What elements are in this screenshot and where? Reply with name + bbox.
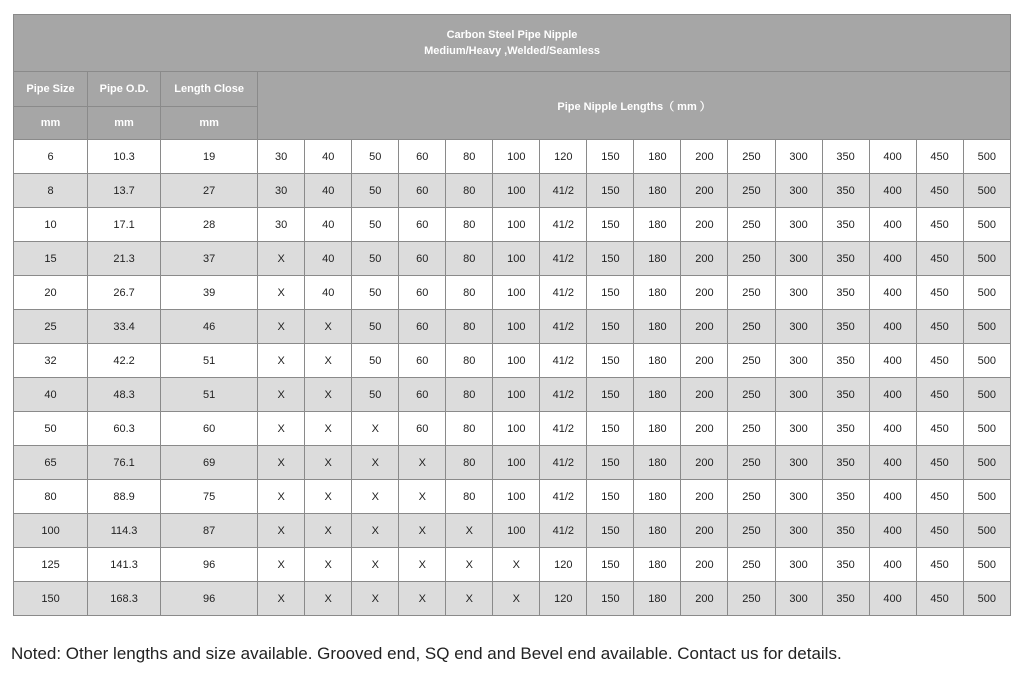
cell-nipple-length: 40: [305, 174, 352, 208]
cell-pipe-size: 8: [14, 174, 88, 208]
cell-nipple-length: 450: [916, 480, 963, 514]
cell-length-close: 69: [161, 446, 258, 480]
cell-nipple-length: 500: [963, 548, 1010, 582]
cell-nipple-length: 450: [916, 344, 963, 378]
cell-nipple-length: 300: [775, 548, 822, 582]
cell-length-close: 96: [161, 582, 258, 616]
cell-nipple-length: 450: [916, 514, 963, 548]
cell-nipple-length: 100: [493, 378, 540, 412]
cell-length-close: 75: [161, 480, 258, 514]
cell-nipple-length: 50: [352, 344, 399, 378]
cell-nipple-length: 400: [869, 446, 916, 480]
table-title-line2: Medium/Heavy ,Welded/Seamless: [424, 45, 600, 57]
cell-nipple-length: 30: [258, 208, 305, 242]
cell-nipple-length: X: [258, 242, 305, 276]
cell-nipple-length: X: [258, 548, 305, 582]
cell-nipple-length: 350: [822, 582, 869, 616]
cell-nipple-length: 450: [916, 276, 963, 310]
table-row: [14, 514, 1011, 548]
cell-nipple-length: 41/2: [540, 480, 587, 514]
table-title: [14, 15, 1011, 72]
cell-nipple-length: 450: [916, 310, 963, 344]
cell-nipple-length: 350: [822, 310, 869, 344]
cell-nipple-length: 80: [446, 242, 493, 276]
cell-nipple-length: 200: [681, 412, 728, 446]
cell-nipple-length: X: [305, 310, 352, 344]
cell-nipple-length: 350: [822, 548, 869, 582]
cell-nipple-length: 250: [728, 174, 775, 208]
cell-nipple-length: 500: [963, 480, 1010, 514]
cell-nipple-length: X: [446, 514, 493, 548]
cell-nipple-length: 300: [775, 378, 822, 412]
cell-nipple-length: X: [305, 446, 352, 480]
cell-nipple-length: 41/2: [540, 446, 587, 480]
cell-nipple-length: 60: [399, 140, 446, 174]
cell-nipple-length: 350: [822, 446, 869, 480]
cell-pipe-size: 80: [14, 480, 88, 514]
cell-nipple-length: 100: [493, 140, 540, 174]
col-header-pipe-size: Pipe Size: [14, 72, 88, 107]
cell-nipple-length: 120: [540, 582, 587, 616]
cell-nipple-length: 350: [822, 378, 869, 412]
cell-nipple-length: 180: [634, 582, 681, 616]
cell-nipple-length: 41/2: [540, 310, 587, 344]
cell-nipple-length: 500: [963, 242, 1010, 276]
cell-nipple-length: 200: [681, 514, 728, 548]
cell-nipple-length: 180: [634, 140, 681, 174]
cell-nipple-length: X: [493, 548, 540, 582]
cell-nipple-length: 450: [916, 140, 963, 174]
cell-nipple-length: 180: [634, 344, 681, 378]
cell-nipple-length: 200: [681, 242, 728, 276]
cell-nipple-length: 250: [728, 242, 775, 276]
cell-nipple-length: 80: [446, 378, 493, 412]
cell-nipple-length: 120: [540, 548, 587, 582]
cell-nipple-length: 200: [681, 140, 728, 174]
cell-pipe-size: 50: [14, 412, 88, 446]
cell-nipple-length: 50: [352, 140, 399, 174]
table-row: [14, 412, 1011, 446]
cell-nipple-length: 150: [587, 446, 634, 480]
cell-nipple-length: 40: [305, 242, 352, 276]
cell-nipple-length: 400: [869, 378, 916, 412]
cell-nipple-length: 80: [446, 174, 493, 208]
cell-nipple-length: 500: [963, 276, 1010, 310]
cell-pipe-od: 26.7: [88, 276, 161, 310]
cell-nipple-length: 400: [869, 242, 916, 276]
cell-nipple-length: X: [258, 480, 305, 514]
cell-nipple-length: 41/2: [540, 344, 587, 378]
cell-nipple-length: X: [352, 514, 399, 548]
cell-nipple-length: 150: [587, 480, 634, 514]
cell-pipe-size: 40: [14, 378, 88, 412]
cell-nipple-length: 500: [963, 174, 1010, 208]
cell-length-close: 60: [161, 412, 258, 446]
cell-nipple-length: 100: [493, 446, 540, 480]
cell-nipple-length: 250: [728, 548, 775, 582]
cell-nipple-length: 400: [869, 310, 916, 344]
cell-pipe-od: 17.1: [88, 208, 161, 242]
cell-nipple-length: 40: [305, 140, 352, 174]
cell-nipple-length: X: [258, 276, 305, 310]
unit-pipe-od: mm: [88, 107, 161, 140]
cell-nipple-length: 500: [963, 208, 1010, 242]
cell-nipple-length: 100: [493, 310, 540, 344]
cell-nipple-length: 150: [587, 140, 634, 174]
cell-nipple-length: 300: [775, 208, 822, 242]
cell-pipe-od: 21.3: [88, 242, 161, 276]
cell-nipple-length: 150: [587, 208, 634, 242]
cell-nipple-length: X: [352, 582, 399, 616]
table-row: [14, 310, 1011, 344]
cell-length-close: 28: [161, 208, 258, 242]
cell-nipple-length: 400: [869, 514, 916, 548]
table-row: [14, 548, 1011, 582]
cell-nipple-length: 250: [728, 208, 775, 242]
cell-pipe-size: 150: [14, 582, 88, 616]
cell-nipple-length: 100: [493, 174, 540, 208]
cell-pipe-od: 42.2: [88, 344, 161, 378]
cell-nipple-length: 100: [493, 412, 540, 446]
cell-pipe-od: 88.9: [88, 480, 161, 514]
cell-nipple-length: 400: [869, 344, 916, 378]
cell-nipple-length: X: [399, 548, 446, 582]
cell-nipple-length: 200: [681, 276, 728, 310]
cell-nipple-length: 41/2: [540, 174, 587, 208]
cell-nipple-length: 60: [399, 208, 446, 242]
cell-nipple-length: 300: [775, 514, 822, 548]
cell-nipple-length: X: [446, 582, 493, 616]
table-row: [14, 208, 1011, 242]
cell-nipple-length: 40: [305, 208, 352, 242]
col-header-length-close: Length Close: [161, 72, 258, 107]
cell-nipple-length: 450: [916, 378, 963, 412]
cell-nipple-length: 180: [634, 276, 681, 310]
table-row: [14, 140, 1011, 174]
cell-nipple-length: 80: [446, 412, 493, 446]
cell-nipple-length: 350: [822, 242, 869, 276]
cell-nipple-length: X: [399, 446, 446, 480]
cell-nipple-length: 400: [869, 174, 916, 208]
cell-nipple-length: X: [446, 548, 493, 582]
cell-nipple-length: 60: [399, 378, 446, 412]
table-row: [14, 242, 1011, 276]
cell-length-close: 96: [161, 548, 258, 582]
cell-nipple-length: X: [305, 480, 352, 514]
cell-nipple-length: 100: [493, 514, 540, 548]
cell-length-close: 37: [161, 242, 258, 276]
cell-nipple-length: 400: [869, 480, 916, 514]
cell-nipple-length: X: [258, 310, 305, 344]
cell-nipple-length: 80: [446, 208, 493, 242]
table-body: [14, 140, 1011, 616]
table-row: [14, 480, 1011, 514]
cell-nipple-length: 400: [869, 582, 916, 616]
cell-nipple-length: 200: [681, 208, 728, 242]
cell-nipple-length: 100: [493, 208, 540, 242]
cell-nipple-length: 80: [446, 446, 493, 480]
cell-nipple-length: X: [305, 412, 352, 446]
cell-nipple-length: 150: [587, 378, 634, 412]
cell-nipple-length: 300: [775, 412, 822, 446]
cell-nipple-length: 200: [681, 480, 728, 514]
cell-nipple-length: 41/2: [540, 514, 587, 548]
cell-nipple-length: 250: [728, 446, 775, 480]
cell-nipple-length: 50: [352, 174, 399, 208]
cell-nipple-length: 500: [963, 582, 1010, 616]
cell-nipple-length: 40: [305, 276, 352, 310]
cell-nipple-length: 200: [681, 446, 728, 480]
cell-nipple-length: X: [305, 378, 352, 412]
cell-length-close: 27: [161, 174, 258, 208]
cell-nipple-length: 450: [916, 548, 963, 582]
cell-nipple-length: 180: [634, 378, 681, 412]
cell-nipple-length: 150: [587, 548, 634, 582]
cell-nipple-length: 41/2: [540, 412, 587, 446]
cell-nipple-length: 350: [822, 140, 869, 174]
cell-nipple-length: 450: [916, 582, 963, 616]
cell-nipple-length: 200: [681, 582, 728, 616]
cell-pipe-od: 60.3: [88, 412, 161, 446]
cell-nipple-length: 41/2: [540, 208, 587, 242]
cell-nipple-length: 180: [634, 480, 681, 514]
cell-nipple-length: 60: [399, 276, 446, 310]
cell-nipple-length: X: [352, 412, 399, 446]
cell-nipple-length: 180: [634, 412, 681, 446]
cell-nipple-length: 180: [634, 514, 681, 548]
cell-length-close: 46: [161, 310, 258, 344]
cell-nipple-length: 300: [775, 140, 822, 174]
cell-nipple-length: 300: [775, 582, 822, 616]
unit-length-close: mm: [161, 107, 258, 140]
cell-nipple-length: 80: [446, 310, 493, 344]
cell-nipple-length: X: [258, 378, 305, 412]
cell-nipple-length: 450: [916, 174, 963, 208]
cell-nipple-length: 100: [493, 242, 540, 276]
cell-length-close: 19: [161, 140, 258, 174]
col-header-nipple-lengths: Pipe Nipple Lengths（ mm ）: [258, 72, 1011, 140]
cell-nipple-length: 500: [963, 344, 1010, 378]
cell-nipple-length: X: [352, 446, 399, 480]
cell-nipple-length: 400: [869, 548, 916, 582]
cell-nipple-length: 180: [634, 310, 681, 344]
table-row: [14, 344, 1011, 378]
cell-nipple-length: 450: [916, 208, 963, 242]
cell-nipple-length: X: [258, 582, 305, 616]
table-row: [14, 174, 1011, 208]
cell-pipe-size: 6: [14, 140, 88, 174]
cell-pipe-od: 33.4: [88, 310, 161, 344]
cell-nipple-length: 200: [681, 378, 728, 412]
cell-nipple-length: 180: [634, 174, 681, 208]
cell-pipe-od: 13.7: [88, 174, 161, 208]
cell-nipple-length: 500: [963, 412, 1010, 446]
cell-nipple-length: 150: [587, 582, 634, 616]
cell-nipple-length: X: [258, 514, 305, 548]
cell-nipple-length: X: [399, 480, 446, 514]
cell-nipple-length: 250: [728, 582, 775, 616]
cell-nipple-length: 60: [399, 242, 446, 276]
cell-length-close: 51: [161, 344, 258, 378]
cell-nipple-length: 200: [681, 344, 728, 378]
cell-pipe-size: 15: [14, 242, 88, 276]
cell-nipple-length: 300: [775, 480, 822, 514]
cell-nipple-length: 200: [681, 548, 728, 582]
cell-nipple-length: 250: [728, 412, 775, 446]
cell-nipple-length: 100: [493, 276, 540, 310]
cell-nipple-length: 500: [963, 310, 1010, 344]
cell-nipple-length: X: [399, 514, 446, 548]
cell-nipple-length: 180: [634, 446, 681, 480]
table-title-line1: Carbon Steel Pipe Nipple: [446, 29, 578, 41]
cell-nipple-length: 80: [446, 276, 493, 310]
footnote: Noted: Other lengths and size available. Grooved end, SQ end and Bevel end available. Contact us for details.: [11, 644, 842, 663]
cell-nipple-length: 350: [822, 276, 869, 310]
cell-nipple-length: 300: [775, 310, 822, 344]
cell-nipple-length: 150: [587, 174, 634, 208]
cell-nipple-length: X: [258, 344, 305, 378]
table-row: [14, 276, 1011, 310]
cell-nipple-length: 400: [869, 208, 916, 242]
cell-nipple-length: 80: [446, 140, 493, 174]
cell-nipple-length: 350: [822, 514, 869, 548]
cell-length-close: 51: [161, 378, 258, 412]
cell-nipple-length: 41/2: [540, 276, 587, 310]
cell-nipple-length: X: [258, 446, 305, 480]
cell-nipple-length: 400: [869, 140, 916, 174]
cell-nipple-length: X: [305, 548, 352, 582]
cell-nipple-length: 350: [822, 174, 869, 208]
cell-nipple-length: X: [305, 344, 352, 378]
cell-pipe-size: 100: [14, 514, 88, 548]
cell-nipple-length: 250: [728, 344, 775, 378]
cell-pipe-od: 10.3: [88, 140, 161, 174]
cell-nipple-length: 150: [587, 276, 634, 310]
cell-nipple-length: 300: [775, 344, 822, 378]
cell-nipple-length: 180: [634, 208, 681, 242]
cell-pipe-od: 76.1: [88, 446, 161, 480]
cell-nipple-length: 50: [352, 310, 399, 344]
cell-nipple-length: 50: [352, 242, 399, 276]
cell-pipe-size: 25: [14, 310, 88, 344]
cell-nipple-length: 60: [399, 412, 446, 446]
cell-nipple-length: 30: [258, 174, 305, 208]
cell-nipple-length: 60: [399, 344, 446, 378]
cell-nipple-length: 60: [399, 174, 446, 208]
cell-pipe-size: 65: [14, 446, 88, 480]
cell-nipple-length: 250: [728, 140, 775, 174]
cell-nipple-length: 41/2: [540, 378, 587, 412]
cell-nipple-length: 300: [775, 276, 822, 310]
cell-nipple-length: 80: [446, 344, 493, 378]
cell-nipple-length: 50: [352, 276, 399, 310]
cell-nipple-length: 200: [681, 174, 728, 208]
cell-nipple-length: 350: [822, 412, 869, 446]
cell-nipple-length: 250: [728, 514, 775, 548]
cell-nipple-length: 100: [493, 480, 540, 514]
cell-length-close: 39: [161, 276, 258, 310]
cell-nipple-length: 350: [822, 480, 869, 514]
cell-nipple-length: 450: [916, 242, 963, 276]
cell-nipple-length: X: [305, 514, 352, 548]
cell-nipple-length: X: [305, 582, 352, 616]
cell-nipple-length: 300: [775, 446, 822, 480]
cell-nipple-length: 150: [587, 310, 634, 344]
table-row: [14, 446, 1011, 480]
cell-nipple-length: 50: [352, 378, 399, 412]
cell-nipple-length: 350: [822, 208, 869, 242]
cell-nipple-length: 400: [869, 276, 916, 310]
cell-nipple-length: 100: [493, 344, 540, 378]
cell-nipple-length: 300: [775, 174, 822, 208]
cell-nipple-length: 350: [822, 344, 869, 378]
cell-nipple-length: 50: [352, 208, 399, 242]
cell-nipple-length: 180: [634, 242, 681, 276]
cell-nipple-length: 500: [963, 514, 1010, 548]
cell-nipple-length: 120: [540, 140, 587, 174]
cell-nipple-length: 500: [963, 378, 1010, 412]
cell-nipple-length: X: [352, 548, 399, 582]
cell-pipe-od: 168.3: [88, 582, 161, 616]
cell-pipe-od: 48.3: [88, 378, 161, 412]
cell-nipple-length: 450: [916, 412, 963, 446]
cell-pipe-od: 141.3: [88, 548, 161, 582]
cell-nipple-length: 150: [587, 344, 634, 378]
cell-pipe-size: 10: [14, 208, 88, 242]
cell-pipe-size: 32: [14, 344, 88, 378]
cell-nipple-length: 450: [916, 446, 963, 480]
cell-pipe-size: 20: [14, 276, 88, 310]
cell-nipple-length: X: [352, 480, 399, 514]
cell-nipple-length: 180: [634, 548, 681, 582]
cell-nipple-length: 41/2: [540, 242, 587, 276]
cell-nipple-length: 150: [587, 242, 634, 276]
cell-nipple-length: 200: [681, 310, 728, 344]
cell-nipple-length: 60: [399, 310, 446, 344]
cell-nipple-length: 250: [728, 276, 775, 310]
cell-pipe-size: 125: [14, 548, 88, 582]
cell-nipple-length: 250: [728, 480, 775, 514]
cell-length-close: 87: [161, 514, 258, 548]
cell-nipple-length: 250: [728, 378, 775, 412]
cell-nipple-length: 250: [728, 310, 775, 344]
cell-nipple-length: 500: [963, 140, 1010, 174]
cell-nipple-length: 150: [587, 412, 634, 446]
unit-pipe-size: mm: [14, 107, 88, 140]
cell-nipple-length: 30: [258, 140, 305, 174]
cell-nipple-length: 500: [963, 446, 1010, 480]
cell-nipple-length: 150: [587, 514, 634, 548]
cell-nipple-length: 300: [775, 242, 822, 276]
cell-nipple-length: X: [493, 582, 540, 616]
cell-nipple-length: 80: [446, 480, 493, 514]
cell-nipple-length: X: [399, 582, 446, 616]
cell-pipe-od: 114.3: [88, 514, 161, 548]
cell-nipple-length: 400: [869, 412, 916, 446]
table-row: [14, 378, 1011, 412]
pipe-nipple-spec-table: [13, 14, 1011, 616]
cell-nipple-length: X: [258, 412, 305, 446]
table-row: [14, 582, 1011, 616]
col-header-pipe-od: Pipe O.D.: [88, 72, 161, 107]
